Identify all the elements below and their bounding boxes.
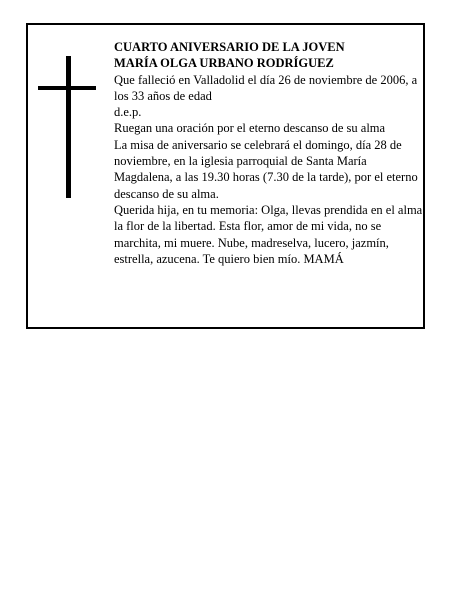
mass-info: La misa de aniversario se celebrará el domingo, día 28 de noviembre, en la iglesia parroquial de Santa María Magdalena, a las 19.30 horas (7.30 de la tarde), por el eterno descanso de su alma. <box>114 137 418 201</box>
notice-title-line-1: CUARTO ANIVERSARIO DE LA JOVEN <box>114 40 345 54</box>
prayer-request: Ruegan una oración por el eterno descanso de su alma <box>114 121 386 136</box>
cross-horizontal-bar <box>38 86 96 90</box>
obituary-notice <box>26 23 425 329</box>
dedication: Querida hija, en tu memoria: Olga, llevas prendida en el alma la flor de la libertad. Esta flor, amor de mi vida, no se marchita, mi muere. Nube, madreselva, lucero, jazmín, estrella, azucena. Te quiero bien mío. MAMÁ <box>114 202 423 266</box>
notice-title-line-2: MARÍA OLGA URBANO RODRÍGUEZ <box>114 56 334 71</box>
notice-text <box>114 39 426 267</box>
cross-vertical-bar <box>66 56 71 198</box>
death-info: Que falleció en Valladolid el día 26 de noviembre de 2006, a los 33 años de edad <box>114 72 418 103</box>
rip-text: d.e.p. <box>114 105 142 120</box>
